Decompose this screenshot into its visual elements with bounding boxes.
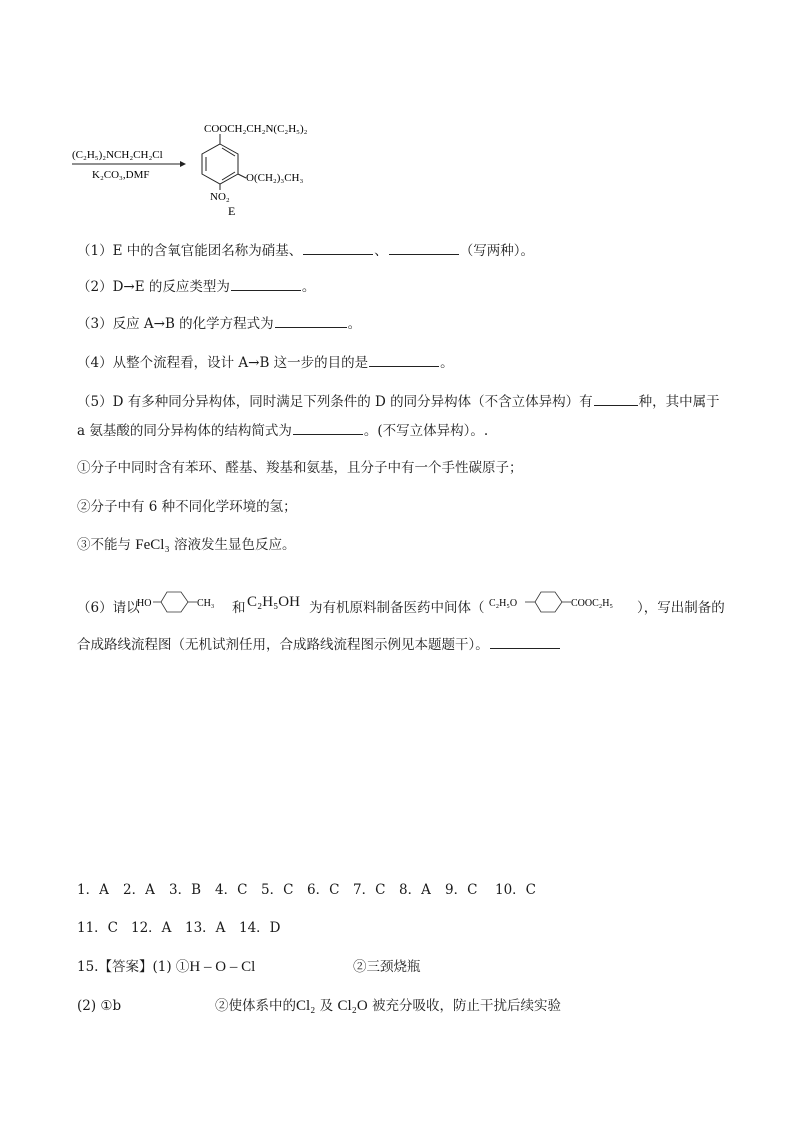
reaction-scheme-svg bbox=[70, 118, 370, 218]
q4-prefix: （4）从整个流程看，设计 A→B 这一步的目的是 bbox=[77, 355, 369, 371]
answer-4: 4．C bbox=[215, 882, 248, 898]
q15-part2b-prefix: ②使体系中的 bbox=[215, 998, 296, 1014]
q1-suffix: （写两种）。 bbox=[459, 243, 534, 259]
q1-mid: 、 bbox=[374, 243, 388, 259]
q6-mid1: 和 bbox=[232, 600, 246, 616]
q3-prefix: （3）反应 A→B 的化学方程式为 bbox=[77, 316, 274, 332]
answer-13: 13．A bbox=[185, 920, 226, 936]
answer-3: 3．B bbox=[169, 882, 202, 898]
nitro-group: NO₂ bbox=[210, 191, 230, 203]
condition-3-prefix: ③不能与 bbox=[77, 537, 136, 553]
p-cresol-structure bbox=[137, 584, 227, 620]
q15-part2b bbox=[215, 996, 561, 1016]
answers-row-1 bbox=[77, 880, 536, 900]
answer-1: 1．A bbox=[77, 882, 109, 898]
q15-label: 15.【答案】 bbox=[77, 959, 153, 975]
q15-part1: (1) ① bbox=[152, 959, 190, 975]
answer-6: 6．C bbox=[307, 882, 340, 898]
q1-blank-2[interactable] bbox=[389, 240, 459, 255]
answer-12: 12．A bbox=[131, 920, 172, 936]
fecl3-formula: FeCl₃ bbox=[135, 537, 170, 553]
target-right-label: COOC₂H₅ bbox=[571, 598, 613, 609]
question-3 bbox=[77, 313, 361, 334]
question-1 bbox=[77, 240, 534, 261]
question-5-line-2 bbox=[77, 420, 488, 441]
bond-right bbox=[238, 174, 246, 178]
arrow-head bbox=[180, 161, 186, 167]
ethanol-formula: C₂H₅OH bbox=[247, 594, 300, 610]
q3-suffix: 。 bbox=[347, 316, 362, 332]
q15-part1b: ②三颈烧瓶 bbox=[353, 959, 421, 975]
q5-line2-suffix: 。(不写立体异构）。. bbox=[363, 423, 489, 439]
reagent-top: (C₂H₅)₂NCH₂CH₂Cl bbox=[72, 149, 163, 161]
compound-label: E bbox=[228, 204, 236, 218]
answer-10: 10．C bbox=[495, 882, 537, 898]
answers-row-2 bbox=[77, 918, 281, 938]
q2-suffix: 。 bbox=[301, 279, 316, 295]
condition-3-suffix: 溶液发生显色反应。 bbox=[169, 537, 296, 553]
answer-14: 14．D bbox=[239, 920, 281, 936]
condition-1 bbox=[77, 458, 523, 478]
answer-8: 8．A bbox=[399, 882, 431, 898]
q5-blank-structure[interactable] bbox=[293, 420, 363, 435]
ester-group: COOCH₂CH₂N(C₂H₅)₂ bbox=[204, 123, 308, 135]
q5-line2-prefix: a 氨基酸的同分异构体的结构简式为 bbox=[77, 423, 292, 439]
q4-suffix: 。 bbox=[440, 355, 454, 371]
q6-mid2: 为有机原料制备医药中间体（ bbox=[309, 600, 485, 616]
q1-blank-1[interactable] bbox=[303, 240, 373, 255]
question-2 bbox=[77, 276, 315, 297]
cl2o-formula: Cl₂O bbox=[337, 998, 368, 1014]
reagent-bottom: K₂CO₃,DMF bbox=[92, 169, 150, 181]
q3-blank[interactable] bbox=[275, 313, 347, 328]
answer-7: 7．C bbox=[353, 882, 386, 898]
answer-9: 9．C bbox=[445, 882, 478, 898]
target-structure bbox=[489, 584, 639, 620]
question-4 bbox=[77, 352, 454, 373]
cresol-ring bbox=[161, 592, 188, 612]
condition-3 bbox=[77, 535, 296, 555]
answer-5: 5．C bbox=[261, 882, 294, 898]
q1-prefix: （1）E 中的含氧官能团名称为硝基、 bbox=[77, 243, 303, 259]
q6-blank[interactable] bbox=[490, 634, 560, 649]
question-5-line-1 bbox=[77, 391, 720, 412]
cresol-ho-label: HO bbox=[137, 598, 152, 609]
q15-part2: (2) ①b bbox=[77, 998, 122, 1014]
question-6-line-2 bbox=[77, 634, 561, 655]
q15-part2b-mid: 及 bbox=[315, 998, 338, 1014]
q4-blank[interactable] bbox=[369, 352, 439, 367]
ether-group: O(CH₂)₃CH₃ bbox=[246, 172, 304, 184]
q2-blank[interactable] bbox=[231, 276, 301, 291]
q5-prefix: （5）D 有多种同分异构体，同时满足下列条件的 D 的同分异构体（不含立体异构）有 bbox=[77, 394, 593, 410]
question-6-line-1 bbox=[77, 582, 737, 622]
condition-2 bbox=[77, 497, 297, 517]
condition-2-text: ②分子中有 6 种不同化学环境的氢； bbox=[77, 499, 297, 515]
reaction-scheme bbox=[70, 118, 370, 218]
target-left-label: C₂H₅O bbox=[489, 598, 518, 609]
q6-prefix: （6）请以 bbox=[77, 600, 140, 616]
answer-15-line-1 bbox=[77, 957, 421, 977]
q6-line2-text: 合成路线流程图（无机试剂任用，合成路线流程图示例见本题题干）。 bbox=[77, 637, 489, 653]
cl2-formula: Cl₂ bbox=[296, 998, 316, 1014]
q5-blank-count[interactable] bbox=[594, 391, 638, 406]
q15-part2b-suffix: 被充分吸收，防止干扰后续实验 bbox=[367, 998, 562, 1014]
cresol-ch3-label: CH₃ bbox=[197, 598, 215, 609]
answer-11: 11．C bbox=[77, 920, 119, 936]
condition-1-text: ①分子中同时含有苯环、醛基、羧基和氨基，且分子中有一个手性碳原子； bbox=[77, 460, 523, 476]
answer-2: 2．A bbox=[123, 882, 155, 898]
target-ring bbox=[535, 592, 562, 612]
benzene-ring bbox=[202, 144, 238, 184]
hocl-formula: H – O – Cl bbox=[189, 959, 256, 975]
q5-suffix: 种，其中属于 bbox=[638, 394, 720, 410]
answer-15-line-2 bbox=[77, 996, 562, 1016]
q6-suffix: ），写出制备的 bbox=[637, 600, 725, 616]
q2-prefix: （2）D→E 的反应类型为 bbox=[77, 279, 230, 295]
